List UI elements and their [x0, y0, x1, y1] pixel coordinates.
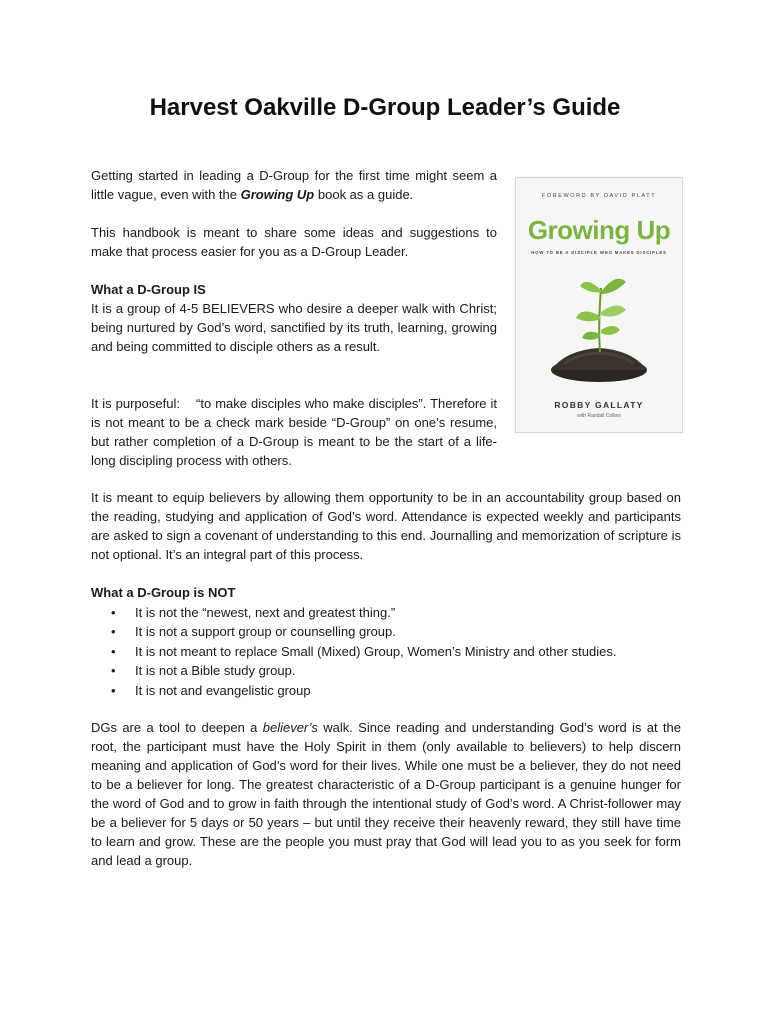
bullet-icon: •: [111, 624, 116, 639]
is-section: [91, 280, 497, 356]
intro-text-after: book as a guide.: [314, 187, 414, 202]
is-section-body: It is a group of 4-5 BELIEVERS who desire a deeper walk with Christ; being nurtured by God’s word, sanctified by its truth, learning, growing and being committed to disciple others as a result.: [91, 301, 497, 354]
book-subtitle: HOW TO BE A DISCIPLE WHO MAKES DISCIPLES: [531, 250, 667, 255]
book-coauthor: with Randall Collins: [577, 413, 621, 419]
book-author: ROBBY GALLATY: [554, 400, 644, 410]
not-list: [91, 603, 691, 701]
bullet-icon: •: [111, 682, 116, 698]
list-item: • It is not a support group or counselling group.: [91, 622, 691, 642]
equip-paragraph: It is meant to equip believers by allowing them opportunity to be in an accountability group based on the reading, studying and application of God’s word. Attendance is expected weekly and participants are asked to sign a covenant of understanding to this end. Journalling and memorization of scripture is not optional. It’s an integral part of this process.: [91, 490, 681, 562]
book-title: Growing Up: [527, 215, 671, 245]
closing-paragraph: DGs are a tool to deepen a believer’s walk. Since reading and understanding God’s word is at the root, the participant must have the Holy Spirit in them (only available to believers) to help discern meaning and application of God’s word for their lives. While one must be a believer, they do not need to be a believer for long. The greatest characteristic of a D-Group participant is a genuine hunger for the word of God and to grow in faith through the intentional study of God’s word. A Christ-follower may be a believer for 5 days or 50 years – but until they receive their heavenly reward, they still have time to learn and grow. These are the people you must pray that God will lead you to as you seek for form and lead a group.: [91, 720, 681, 868]
bullet-icon: •: [111, 604, 116, 620]
book-name: Growing Up: [240, 187, 315, 202]
is-section-heading: What a D-Group IS: [91, 282, 206, 297]
intro-text-before: Getting started in leading a D-Group for the first time might seem a little vague, even with the: [91, 168, 497, 202]
bullet-icon: •: [111, 643, 116, 659]
handbook-paragraph: This handbook is meant to share some ideas and suggestions to make that process easier for you as a D-Group Leader.: [91, 225, 497, 259]
seedling-icon: [516, 266, 682, 386]
book-cover-image: [515, 177, 683, 433]
closing-emphasis: believer’s: [262, 720, 318, 735]
list-item: • It is not a Bible study group.: [91, 661, 691, 681]
not-section-heading: What a D-Group is NOT: [91, 585, 236, 600]
list-item: • It is not the “newest, next and greatest thing.”: [91, 603, 691, 623]
list-item: • It is not meant to replace Small (Mixed) Group, Women’s Ministry and other studies.: [91, 642, 691, 662]
list-item: • It is not and evangelistic group: [91, 681, 691, 701]
page-title: Harvest Oakville D-Group Leader’s Guide: [149, 94, 621, 121]
intro-paragraph: [91, 166, 497, 204]
book-foreword: FOREWORD BY DAVID PLATT: [541, 193, 657, 199]
purposeful-paragraph: It is purposeful: “to make disciples who make disciples”. Therefore it is not meant to be a check mark beside “D-Group” on one’s resume, but rather completion of a D-Group is meant to be the start of a life-long discipling process with others.: [91, 396, 501, 468]
not-section: [91, 583, 691, 700]
bullet-icon: •: [111, 663, 116, 678]
